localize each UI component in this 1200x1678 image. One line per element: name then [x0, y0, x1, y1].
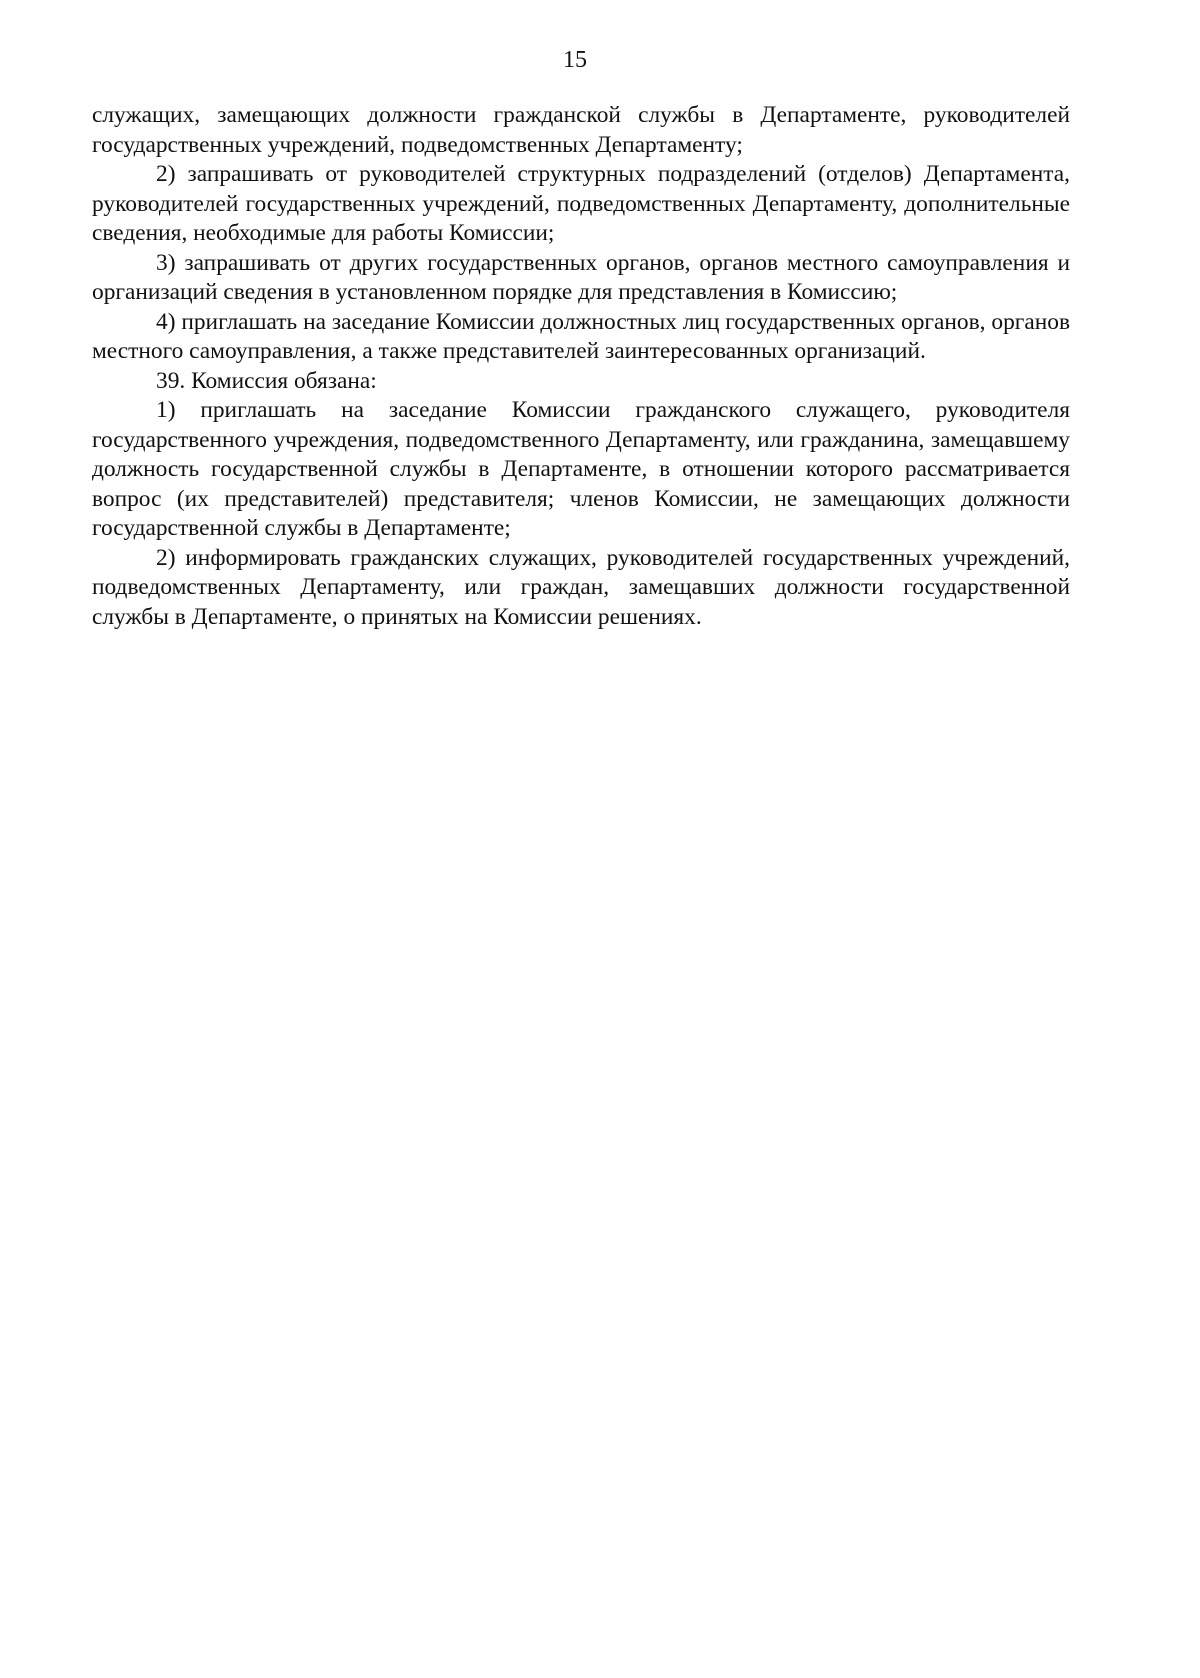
paragraph-section-39-heading: 39. Комиссия обязана: — [156, 367, 377, 394]
paragraph-item-2-inform-decisions: 2) информировать гражданских служащих, руководителей государственных учреждений, подведомственных Департаменту, или граждан, замещавших должности государственной службы в Департаменте, о принятых на Комиссии решениях. — [92, 544, 1070, 630]
paragraph-continuation: служащих, замещающих должности гражданской службы в Департаменте, руководителей государственных учреждений, подведомственных Департаменту; — [92, 102, 1070, 158]
paragraph-item-1-invite-servant: 1) приглашать на заседание Комиссии гражданского служащего, руководителя государственного учреждения, подведомственного Департаменту, или гражданина, замещавшему должность государственной службы в Департаменте, в отношении которого рассматривается вопрос (их представителей) представителя; членов Комиссии, не замещающих должности государственной службы в Департаменте; — [92, 397, 1070, 541]
page-number: 15 — [563, 47, 587, 73]
document-body — [92, 101, 1070, 632]
paragraph-item-2-request-departments: 2) запрашивать от руководителей структурных подразделений (отделов) Департамента, руководителей государственных учреждений, подведомственных Департаменту, дополнительные сведения, необходимые для работы Комиссии; — [92, 161, 1070, 246]
paragraph-item-4-invite-officials: 4) приглашать на заседание Комиссии должностных лиц государственных органов, органов местного самоуправления, а также представителей заинтересованных организаций. — [92, 308, 1070, 364]
paragraph-item-3-request-other-bodies: 3) запрашивать от других государственных органов, органов местного самоуправления и организаций сведения в установленном порядке для представления в Комиссию; — [92, 249, 1070, 305]
